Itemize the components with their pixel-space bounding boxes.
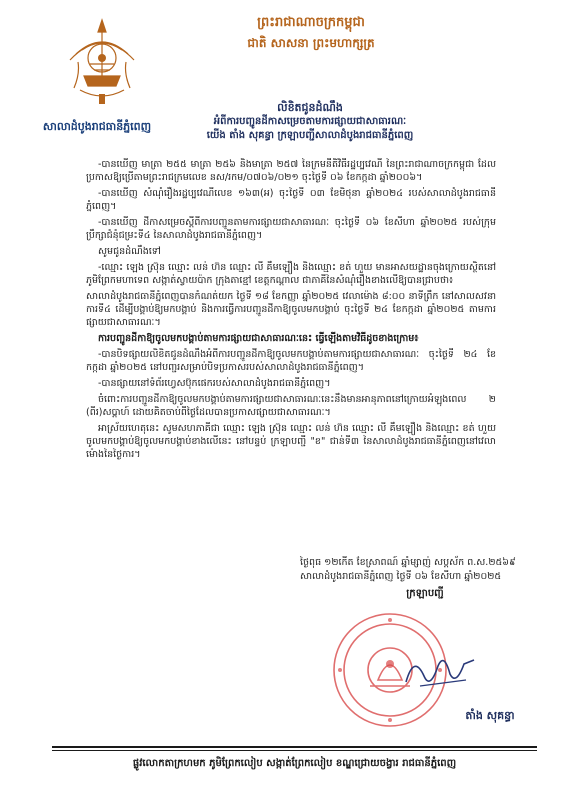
signature-icon	[400, 646, 480, 696]
paragraph-legal-basis: -បានឃើញ មាត្រា ២៥៥ មាត្រា ២៥៦ និងមាត្រា ២៥៧ នៃក្រមនីតិវិធីរដ្ឋប្បវេណី នៃព្រះរាជាណាចក្រកម្ពុជា ដែលប្រកាសឱ្យប្រើតាមព្រះរាជក្រមលេខ នស/រកម/០៧០៦/០២១ ចុះថ្ងៃទី ០៦ ខែកក្កដា ឆ្នាំ២០០៦។	[86, 159, 496, 183]
document-body	[86, 158, 496, 464]
paragraph-case-file: -បានឃើញ សំណុំរឿងរដ្ឋប្បវេណីលេខ ១៦៣(អ) ចុះថ្ងៃទី ០៣ ខែមិថុនា ឆ្នាំ២០២៤ របស់សាលាដំបូងរាជធានីភ្នំពេញ។	[86, 188, 496, 212]
signer-name: តាំង សុគន្ធា	[465, 709, 515, 722]
document-issuer: យើង តាំង សុគន្ធា ក្រឡាបញ្ជីសាលាដំបូងរាជធានីភ្នំពេញ	[206, 130, 414, 141]
paragraph-decision: -បានឃើញ ដីកាសម្រេចស្តីពីការបញ្ជូនតាមការផ្សាយជាសាធារណៈ ចុះថ្ងៃទី ០៦ ខែសីហា ឆ្នាំ២០២៥ របស់ក្រុមប្រឹក្សាជំនុំជម្រះទី៤ នៃសាលាដំបូងរាជធានីភ្នំពេញ។	[86, 217, 496, 241]
paragraph-method-facebook: -បានផ្សាយនៅទំព័រហ្វេសប៊ុកផេករបស់សាលាដំបូងរាជធានីភ្នំពេញ។	[98, 378, 331, 389]
paragraph-notice-to: សូមជូនដំណឹងទៅ	[98, 246, 161, 257]
title-block	[160, 100, 460, 143]
signer-title: ក្រឡាបញ្ជី	[406, 588, 444, 599]
paragraph-effect: ចំពោះការបញ្ជូនដីកាឱ្យចូលមកបង្គាប់តាមការផ្សាយជាសាធារណៈនេះនឹងមានអានុភាពនៅក្រោយអំឡុងពេល ២ (ពីរ)សប្តាហ៍ ដោយគិតចាប់ពីថ្ងៃដែលបានប្រកាសផ្សាយជាសាធារណៈ។	[86, 394, 496, 418]
court-emblem-icon	[60, 14, 144, 114]
footer-address: ផ្លូវលោកតាក្រហមក ភូមិព្រែកលៀប សង្កាត់ព្រែកលៀប ខណ្ឌជ្រោយចង្វារ រាជធានីភ្នំពេញ	[132, 758, 457, 769]
document-title: លិខិតជូនដំណឹង	[277, 101, 343, 114]
national-motto: ជាតិ សាសនា ព្រះមហាក្សត្រ	[247, 36, 375, 50]
paragraph-method-intro: ការបញ្ជូនដីកាឱ្យចូលមកបង្គាប់តាមការផ្សាយជាសាធារណៈនេះ ធ្វើឡើងតាមវិធីដូចខាងក្រោម៖	[98, 333, 419, 344]
kingdom-heading: ព្រះរាជាណាចក្រកម្ពុជា	[257, 15, 365, 30]
paragraph-hearing: សាលាដំបូងរាជធានីភ្នំពេញបានកំណត់យក ថ្ងៃទី ១៨ ខែកញ្ញា ឆ្នាំ២០២៥ វេលាម៉ោង ៨:០០ នាទីព្រឹក នៅសាលសវនាការទី៤ ដើម្បីបង្គាប់ឱ្យមកបង្គាប់ និងការធ្វើការបញ្ជូនដីកាឱ្យចូលមកបង្គាប់ ចុះថ្ងៃទី ២៤ ខែកក្កដា ឆ្នាំ២០២៥ តាមការផ្សាយជាសាធារណៈ។	[86, 291, 496, 328]
footer-divider	[52, 746, 537, 748]
footer-divider-thin	[52, 750, 537, 751]
solar-date: សាលាដំបូងរាជធានីភ្នំពេញ ថ្ងៃទី ០៦ ខែសីហា ឆ្នាំ២០២៥	[300, 571, 502, 582]
paragraph-conclusion: អាស្រ័យហេតុនេះ សូមសហភាគីជា ឈ្មោះ ឡេង ស្រ៊ុន ឈ្មោះ លន់ ហ៊ន ឈ្មោះ លី គឹមឡឿង និងឈ្មោះ ខត់ ហួយ ចូលមកបង្គាប់ឱ្យចូលមកបង្គាប់ខាងលើនេះ នៅបន្ទប់ ក្រឡាបញ្ជី "ខ" ជាន់ទី៣ នៃសាលាដំបូងរាជធានីភ្នំពេញនៅវេលាម៉ោងនៃថ្ងៃការ។	[86, 423, 496, 460]
court-name: សាលាដំបូងរាជធានីភ្នំពេញ	[42, 120, 152, 133]
paragraph-parties: -ឈ្មោះ ឡេង ស្រ៊ុន ឈ្មោះ លន់ ហ៊ន ឈ្មោះ លី គឹមឡឿង និងឈ្មោះ ខត់ ហួយ មានអាសយដ្ឋានចុងក្រោយស្ថិតនៅភូមិព្រែកមហាទេព សង្កាត់ស្វាយប៉ាក ក្រុងតាខ្មៅ ខេត្តកណ្ដាល ជាភាគីនៃសំណុំរឿងខាងលើឱ្យបានជ្រាបថា៖	[86, 262, 496, 286]
lunar-date: ថ្ងៃពុធ ១២កើត ខែស្រាពណ៍ ឆ្នាំម្សាញ់ សប្តស័ក ព.ស.២៥៦៩	[300, 557, 516, 568]
document-subject: អំពីការបញ្ជូនដីកាសម្រេចតាមការផ្សាយជាសាធារណៈ	[213, 116, 407, 127]
paragraph-method-posting: -បានបិទផ្សាយលិខិតជូនដំណឹងអំពីការបញ្ជូនដីកាឱ្យចូលមកបង្គាប់តាមការផ្សាយជាសាធារណៈ ចុះថ្ងៃទី ២៤ ខែកក្កដា ឆ្នាំ២០២៥ នៅបញ្ជរសម្រាប់បិទប្រកាសរបស់សាលាដំបូងរាជធានីភ្នំពេញ។	[86, 349, 496, 373]
